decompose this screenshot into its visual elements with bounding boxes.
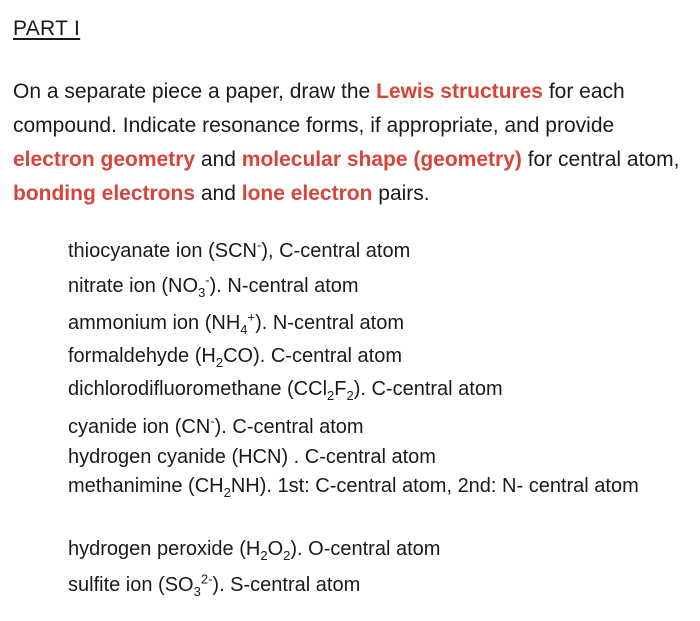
compound-item: formaldehyde $(H_2CO)$. C-central atom [68, 345, 403, 370]
intro-text-3: and [195, 148, 242, 171]
intro-text-1: On a separate piece a paper, draw the [13, 80, 377, 103]
compound-item: thiocyanate ion (SCN-), C-central atom [68, 237, 411, 262]
highlight-molecular-shape: molecular shape (geometry) [241, 148, 522, 171]
compound-item: methanimine $(CH_2NH)$. 1st: C-central atom, 2nd: N- central atom [68, 475, 639, 500]
intro-text-2: for each compound. Indicate resonance forms, if appropriate, and provide [13, 80, 625, 137]
compound-item: hydrogen cyanide (HCN) . C-central atom [68, 446, 436, 468]
compound-item: dichlorodifluoromethane $(CCl_2F_2)$. C-central atom [68, 378, 503, 403]
compound-item: nitrate ion $(NO_3^-)$. N-central atom [68, 272, 359, 300]
intro-text-5: and [195, 182, 242, 205]
instructions-paragraph [13, 75, 685, 211]
highlight-bonding-electrons: bonding electrons [13, 182, 196, 205]
compound-item: cyanide ion (CN-). C-central atom [68, 413, 364, 438]
compound-item: hydrogen peroxide $(H_2O_2)$. O-central atom [68, 538, 441, 563]
highlight-electron-geometry: electron geometry [13, 148, 196, 171]
intro-text-4: for central atom, [521, 148, 680, 171]
highlight-lewis-structures: Lewis structures [376, 80, 543, 103]
compound-item: sulfite ion $(SO_3^{2-})$. S-central atom [68, 571, 361, 599]
highlight-lone-electron: lone electron [241, 182, 373, 205]
part-title: PART I [13, 17, 81, 40]
compound-item: ammonium ion $(NH_4^+)$. N-central atom [68, 309, 405, 337]
intro-text-6: pairs. [372, 182, 430, 205]
